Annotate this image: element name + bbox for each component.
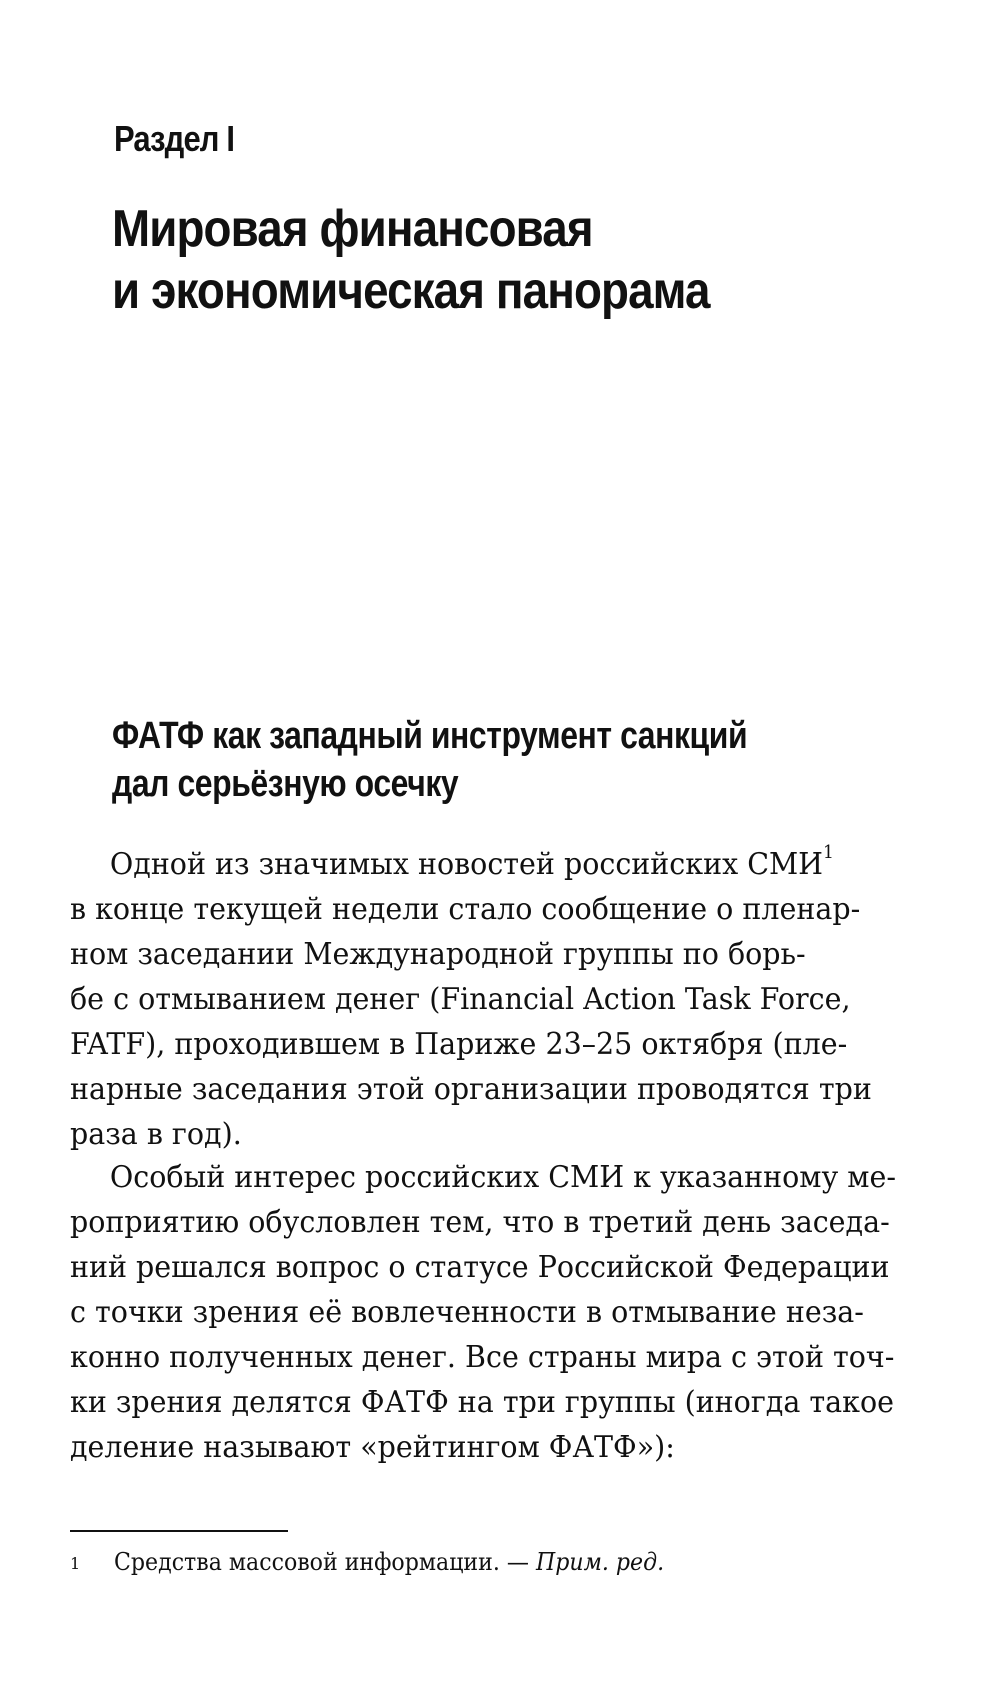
footnote-number: 1	[70, 1554, 81, 1573]
paragraph-2	[70, 1155, 896, 1470]
paragraph-line: Особый интерес российских СМИ к указанному ме-	[109, 1160, 896, 1195]
paragraph-line: нарные заседания этой организации проводятся три	[70, 1072, 872, 1107]
article-title	[112, 712, 747, 808]
paragraph-line: ки зрения делятся ФАТФ на три группы (иногда такое	[70, 1385, 894, 1420]
paragraph-line: FATF), проходившем в Париже 23–25 октября (пле-	[70, 1027, 848, 1062]
article-title-line: дал серьёзную осечку	[112, 763, 459, 805]
section-title-line: Мировая финансовая	[112, 200, 593, 258]
footnote-text-wrap	[114, 1546, 664, 1578]
paragraph-line: роприятию обусловлен тем, что в третий день заседа-	[70, 1205, 890, 1240]
footnote-reference: 1	[823, 842, 834, 863]
article-title-line: ФАТФ как западный инструмент санкций	[112, 715, 748, 757]
footnote-divider	[70, 1530, 288, 1532]
paragraph-line: ном заседании Международной группы по борь-	[70, 937, 806, 972]
paragraph-line: деление называют «рейтингом ФАТФ»):	[70, 1430, 675, 1465]
paragraph-line: раза в год).	[70, 1117, 242, 1152]
section-label: Раздел I	[114, 118, 235, 159]
footnote-text: Средства массовой информации. —	[114, 1548, 536, 1576]
paragraph-line: в конце текущей недели стало сообщение о пленар-	[70, 892, 861, 927]
section-title-line: и экономическая панорама	[112, 262, 710, 320]
paragraph-line: бе с отмыванием денег (Financial Action Task Force,	[70, 982, 851, 1017]
paragraph-line: конно полученных денег. Все страны мира с этой точ-	[70, 1340, 895, 1375]
paragraph-line: ний решался вопрос о статусе Российской Федерации	[70, 1250, 890, 1285]
paragraph-first-line-text: Одной из значимых новостей российских СМИ	[109, 847, 824, 882]
paragraph-line: с точки зрения её вовлеченности в отмывание неза-	[70, 1295, 864, 1330]
paragraph-line	[70, 842, 887, 887]
paragraph-1	[70, 842, 887, 1157]
footnote-editor-note: Прим. ред.	[535, 1548, 665, 1576]
footnote	[70, 1546, 712, 1578]
section-title	[112, 198, 710, 322]
